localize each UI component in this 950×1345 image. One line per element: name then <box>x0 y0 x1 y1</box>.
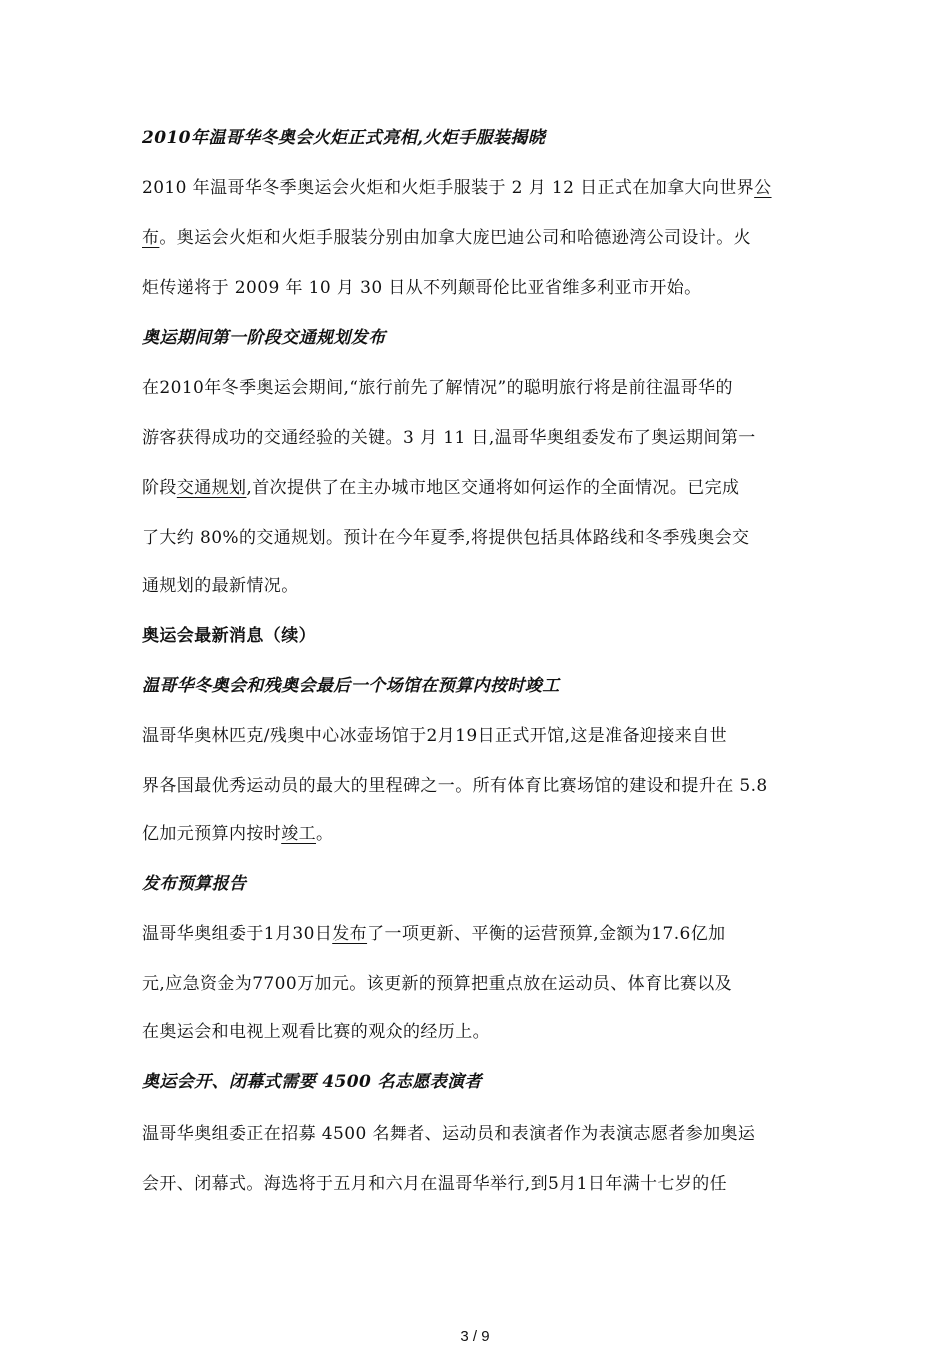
paragraph-line: 了大约 80%的交通规划。预计在今年夏季,将提供包括具体路线和冬季残奥会交 <box>142 528 750 548</box>
section-heading-torch: 2010年温哥华冬奥会火炬正式亮相,火炬手服装揭晓 <box>142 128 546 148</box>
paragraph-line: 在2010年冬季奥运会期间,“旅行前先了解情况”的聪明旅行将是前往温哥华的 <box>142 378 733 398</box>
paragraph-line: 界各国最优秀运动员的最大的里程碑之一。所有体育比赛场馆的建设和提升在 5.8 <box>142 776 768 796</box>
paragraph-line: 在奥运会和电视上观看比赛的观众的经历上。 <box>142 1022 490 1042</box>
announce-link-part1[interactable]: 公 <box>754 178 772 198</box>
section-heading-news: 奥运会最新消息（续） <box>142 626 316 646</box>
paragraph-line: 温哥华奥林匹克/残奥中心冰壶场馆于2月19日正式开馆,这是准备迎接来自世 <box>142 726 727 746</box>
paragraph-line: 通规划的最新情况。 <box>142 576 299 596</box>
section-heading-venue: 温哥华冬奥会和残奥会最后一个场馆在预算内按时竣工 <box>142 676 560 696</box>
budget-release-link[interactable]: 发布 <box>332 924 368 944</box>
text-span: 温哥华奥组委于1月30日 <box>142 924 333 944</box>
paragraph-line <box>142 476 739 500</box>
page-number: 3 / 9 <box>460 1328 490 1345</box>
text-span: 。奥运会火炬和火炬手服装分别由加拿大庞巴迪公司和哈德逊湾公司设计。火 <box>159 228 752 248</box>
paragraph-line <box>142 922 726 946</box>
paragraph-line <box>142 226 751 250</box>
text-span: 。 <box>316 824 334 844</box>
paragraph-line: 温哥华奥组委正在招募 4500 名舞者、运动员和表演者作为表演志愿者参加奥运 <box>142 1124 756 1144</box>
text-span: 亿加元预算内按时 <box>142 824 282 844</box>
section-heading-ceremony: 奥运会开、闭幕式需要 4500 名志愿表演者 <box>142 1072 482 1092</box>
section-heading-transport: 奥运期间第一阶段交通规划发布 <box>142 328 386 348</box>
text-span: 了一项更新、平衡的运营预算,金额为17.6亿加 <box>367 924 726 944</box>
paragraph-line <box>142 822 333 846</box>
paragraph-line <box>142 176 772 200</box>
text-span: 阶段 <box>142 478 177 498</box>
announce-link-part2[interactable]: 布 <box>142 228 160 248</box>
paragraph-line: 炬传递将于 2009 年 10 月 30 日从不列颠哥伦比亚省维多利亚市开始。 <box>142 278 702 298</box>
paragraph-line: 游客获得成功的交通经验的关键。3 月 11 日,温哥华奥组委发布了奥运期间第一 <box>142 428 756 448</box>
text-span: ,首次提供了在主办城市地区交通将如何运作的全面情况。已完成 <box>246 478 740 498</box>
text-span: 2010 年温哥华冬季奥运会火炬和火炬手服装于 2 月 12 日正式在加拿大向世界 <box>142 178 755 198</box>
paragraph-line: 会开、闭幕式。海选将于五月和六月在温哥华举行,到5月1日年满十七岁的任 <box>142 1174 728 1194</box>
completion-link[interactable]: 竣工 <box>281 824 317 844</box>
transport-plan-link[interactable]: 交通规划 <box>176 478 247 498</box>
paragraph-line: 元,应急资金为7700万加元。该更新的预算把重点放在运动员、体育比赛以及 <box>142 974 733 994</box>
section-heading-budget: 发布预算报告 <box>142 874 247 894</box>
